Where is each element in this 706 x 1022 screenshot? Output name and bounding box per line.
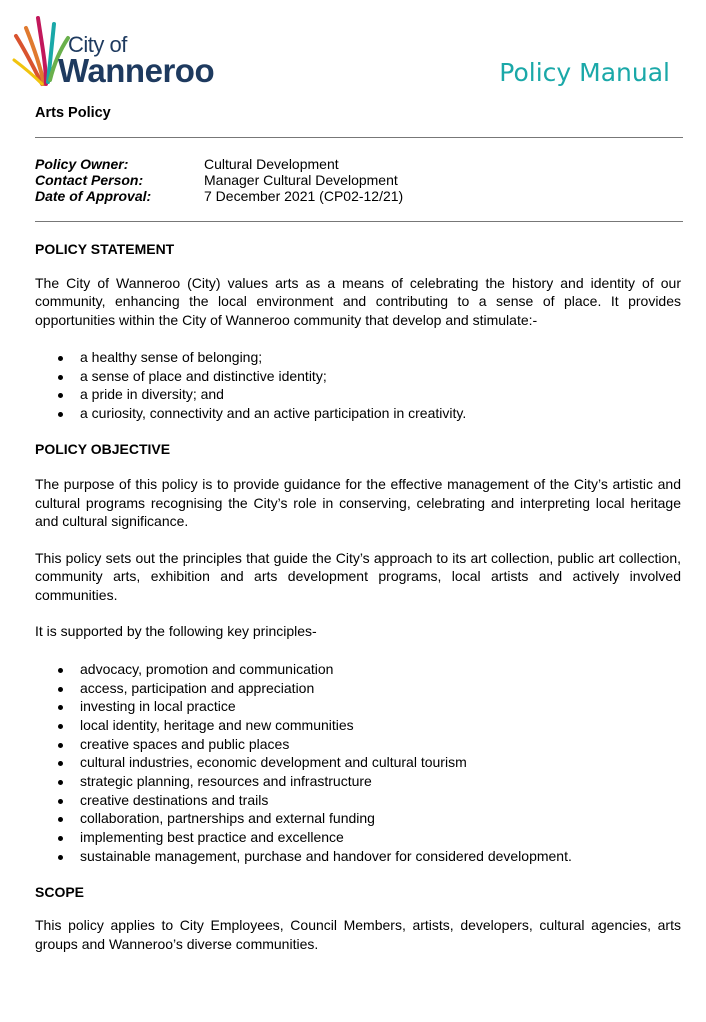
section-heading-objective: POLICY OBJECTIVE — [35, 440, 171, 457]
list-item: advocacy, promotion and communication — [35, 660, 681, 679]
logo-name-text: Wanneroo — [58, 52, 215, 89]
list-item: creative destinations and trails — [35, 791, 681, 810]
list-item: a sense of place and distinctive identity; — [35, 367, 681, 386]
list-item: sustainable management, purchase and handover for considered development. — [35, 847, 681, 866]
list-item: access, participation and appreciation — [35, 679, 681, 698]
section-heading-scope: SCOPE — [35, 883, 85, 900]
city-of-wanneroo-logo — [12, 10, 242, 90]
statement-bullet-list — [35, 348, 681, 423]
list-item: cultural industries, economic development and cultural tourism — [35, 753, 681, 772]
list-item: creative spaces and public places — [35, 735, 681, 754]
objective-paragraph-2: This policy sets out the principles that guide the City’s approach to its art collection, public art collection, community arts, exhibition and arts development programs, local artists and actively involved communities. — [35, 549, 681, 603]
objective-paragraph-1: The purpose of this policy is to provide guidance for the effective management of the City’s artistic and cultural programs recognising the City’s role in conserving, celebrating and interpreting local heritage and cultural significance. — [35, 476, 681, 530]
policy-manual-label: Policy Manual — [499, 58, 670, 87]
meta-value: Cultural Development — [204, 156, 339, 172]
meta-row-approval — [35, 188, 403, 204]
section-heading-statement: POLICY STATEMENT — [35, 241, 175, 257]
list-item: a healthy sense of belonging; — [35, 348, 681, 367]
list-item: implementing best practice and excellence — [35, 828, 681, 847]
policy-meta-table — [35, 156, 403, 204]
meta-row-contact — [35, 172, 403, 188]
list-item: a curiosity, connectivity and an active participation in creativity. — [35, 404, 681, 423]
list-item: strategic planning, resources and infrastructure — [35, 772, 681, 791]
principles-bullet-list — [35, 660, 681, 866]
document-title: Arts Policy — [35, 105, 111, 121]
objective-paragraph-3: It is supported by the following key principles- — [35, 623, 317, 640]
divider-top — [35, 137, 683, 138]
list-item: local identity, heritage and new communities — [35, 716, 681, 735]
document-body — [35, 240, 681, 953]
list-item: collaboration, partnerships and external funding — [35, 809, 681, 828]
statement-paragraph: The City of Wanneroo (City) values arts as a means of celebrating the history and identity of our community, enhancing the local environment and contributing to a sense of place. It provides opportunities within the City of Wanneroo community that develop and stimulate:- — [35, 274, 681, 328]
logo-city-text: City of — [68, 32, 127, 57]
meta-value: Manager Cultural Development — [204, 172, 398, 188]
meta-label: Policy Owner: — [35, 156, 129, 172]
meta-row-owner — [35, 156, 403, 172]
scope-paragraph: This policy applies to City Employees, Council Members, artists, developers, cultural agencies, arts groups and Wanneroo’s diverse communities. — [35, 917, 681, 952]
list-item: a pride in diversity; and — [35, 385, 681, 404]
meta-label: Date of Approval: — [35, 188, 152, 204]
meta-value: 7 December 2021 (CP02-12/21) — [204, 188, 404, 204]
divider-bottom — [35, 221, 683, 222]
meta-label: Contact Person: — [35, 172, 144, 188]
list-item: investing in local practice — [35, 697, 681, 716]
